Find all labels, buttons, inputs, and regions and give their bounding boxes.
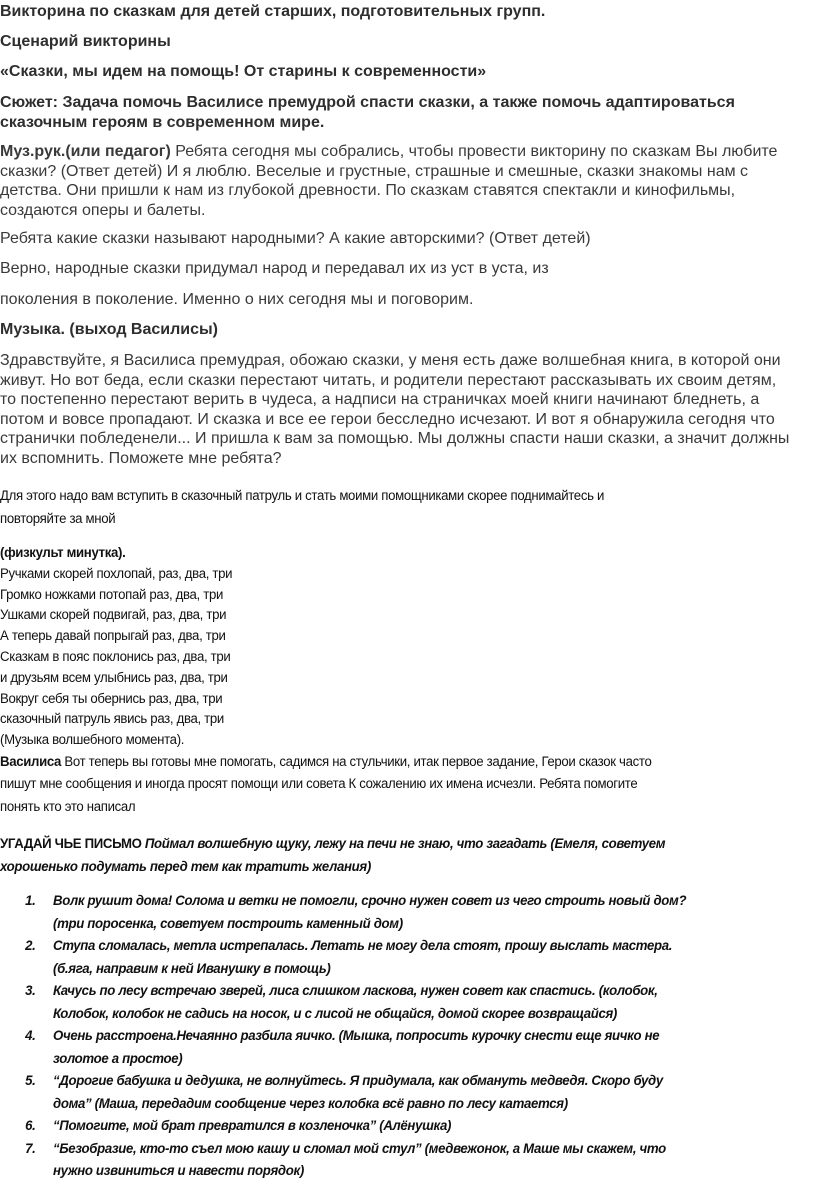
guess-heading: УГАДАЙ ЧЬЕ ПИСЬМО [0, 836, 142, 852]
poem-line: А теперь давай попрыгай раз, два, три [0, 628, 226, 645]
poem-line: Ручками скорей похлопай, раз, два, три [0, 565, 233, 582]
letter-line: Ступа сломалась, метла истрепалась. Летать не могу дела стоят, прошу выслать мастера. [53, 938, 673, 954]
speech-line: их вспомнить. Поможете мне ребята? [0, 449, 282, 467]
poem-line: Вокруг себя ты обернись раз, два, три [0, 690, 223, 707]
plot-line: Сюжет: Задача помочь Василисе премудрой спасти сказки, а также помочь адаптироваться [0, 94, 735, 111]
letter-line: (три поросенка, советуем построить каменный дом) [53, 915, 403, 932]
letter-line: “Безобразие, кто-то съел мою кашу и сломал мой стул” (медвежонок, а Маше мы скажем, что [53, 1140, 666, 1157]
letter-item [0, 1138, 816, 1183]
letter-item [0, 1115, 816, 1138]
poem-line: сказочный патруль явись раз, два, три [0, 711, 224, 728]
letter-line: Колобок, колобок не садись на носок, и с лисой не общайся, домой скорее возвращайся) [53, 1005, 618, 1022]
question-paragraph: Ребята какие сказки называют народными? А какие авторскими? (Ответ детей) [0, 230, 591, 247]
letter-item [0, 980, 816, 1025]
letter-line: дома” (Маша, передадим сообщение через колобка всё равно по лесу катается) [53, 1095, 568, 1112]
letter-item [0, 935, 816, 980]
task-line: пишут мне сообщения и иногда просят помощи или совета К сожалению их имена исчезли. Ребята помогите [0, 776, 638, 793]
speech-line: странички побледенели... И пришла к вам за помощью. Мы должны спасти наши сказки, а значит должны [0, 430, 790, 447]
task-line: Вот теперь вы готовы мне помогать, садимся на стульчики, итак первое задание, Герои сказок часто [61, 754, 652, 770]
letter-line: Волк рушит дома! Солома и ветки не помогли, срочно нужен совет из чего строить новый дом? [53, 893, 687, 909]
poem-heading: (физкульт минутка). [0, 545, 126, 561]
intro-line: создаются оперы и балеты. [0, 201, 206, 219]
letter-item [0, 890, 816, 935]
letter-line: золотое а простое) [53, 1050, 183, 1067]
speech-line: Здравствуйте, я Василиса премудрая, обожаю сказки, у меня есть даже волшебная книга, в которой они [0, 352, 781, 369]
speech-line: то постепенно перестают верить в чудеса, а надписи на страничках моей книги начинают бледнеть, а [0, 391, 760, 408]
letter-line: (б.яга, направим к ней Иванушку в помощь) [53, 960, 331, 977]
poem-line: (Музыка волшебного момента). [0, 732, 185, 749]
poem-line: Громко ножками потопай раз, два, три [0, 586, 224, 603]
speech-line: живут. Но вот беда, если сказки перестают читать, и родители перестают рассказывать их своим детям, [0, 371, 777, 389]
list-number: 1. [25, 893, 36, 909]
guess-line: хорошенько подумать перед тем как тратить желания) [0, 858, 371, 875]
patrol-line: повторяйте за мной [0, 511, 116, 527]
intro-speaker: Муз.рук.(или педагог) [0, 143, 171, 160]
list-number: 4. [25, 1028, 36, 1044]
plot-line: сказочным героям в современном мире. [0, 113, 325, 131]
music-heading: Музыка. (выход Василисы) [0, 321, 218, 338]
answer-paragraph-2: поколения в поколение. Именно о них сегодня мы и поговорим. [0, 291, 474, 308]
list-number: 6. [25, 1118, 36, 1134]
letter-line: Очень расстроена.Нечаянно разбила яичко. (Мышка, попросить курочку снести еще яичко не [53, 1028, 660, 1044]
guess-paragraph [0, 833, 816, 878]
task-line: понять кто это написал [0, 798, 136, 815]
letter-item [0, 1070, 816, 1115]
letter-line: Качусь по лесу встречаю зверей, лиса слишком ласкова, нужен совет как спастись. (колобок, [53, 983, 658, 999]
intro-paragraph [0, 142, 816, 220]
intro-line: Ребята сегодня мы собрались, чтобы провести викторину по сказкам Вы любите [170, 143, 778, 160]
subtitle: Сценарий викторины [0, 33, 171, 50]
list-number: 7. [25, 1140, 36, 1157]
task-paragraph [0, 751, 816, 818]
intro-line: сказки? (Ответ детей) И я люблю. Веселые и грустные, страшные и смешные, сказки знакомы нам с [0, 162, 749, 180]
letter-item [0, 1025, 816, 1070]
poem-line: и друзьям всем улыбнись раз, два, три [0, 669, 228, 686]
patrol-line: Для этого надо вам вступить в сказочный патруль и стать моими помощниками скорее поднимайтесь и [0, 488, 605, 504]
exercise-poem [0, 543, 816, 751]
letter-line: “Помогите, мой брат превратился в козленочка” (Алёнушка) [53, 1118, 452, 1134]
list-number: 3. [25, 983, 36, 999]
task-speaker: Василиса [0, 754, 62, 770]
letter-line: нужно извиниться и навести порядок) [53, 1163, 304, 1179]
patrol-paragraph [0, 485, 816, 531]
plot-paragraph [0, 93, 816, 132]
poem-line: Сказкам в пояс поклонись раз, два, три [0, 648, 231, 665]
guess-line: Поймал волшебную щуку, лежу на печи не знаю, что загадать (Емеля, советуем [141, 836, 666, 852]
letter-line: “Дорогие бабушка и дедушка, не волнуйтесь. Я придумала, как обмануть медведя. Скоро буду [53, 1073, 663, 1089]
poem-line: Ушками скорей подвигай, раз, два, три [0, 607, 227, 624]
letters-list [0, 890, 816, 1183]
list-number: 2. [25, 938, 36, 954]
list-number: 5. [25, 1073, 36, 1089]
speech-line: потом и вовсе пропадают. И сказка и все ее герои бесследно исчезают. И вот я обнаружила сегодня что [0, 410, 775, 428]
quiz-name: «Сказки, мы идем на помощь! От старины к современности» [0, 63, 487, 80]
answer-paragraph-1: Верно, народные сказки придумал народ и передавал их из уст в уста, из [0, 260, 549, 277]
intro-line: детства. Они пришли к нам из глубокой древности. По сказкам ставятся спектакли и кинофильмы, [0, 182, 736, 199]
vasilisa-speech [0, 351, 816, 468]
document-title: Викторина по сказкам для детей старших, подготовительных групп. [0, 3, 546, 20]
